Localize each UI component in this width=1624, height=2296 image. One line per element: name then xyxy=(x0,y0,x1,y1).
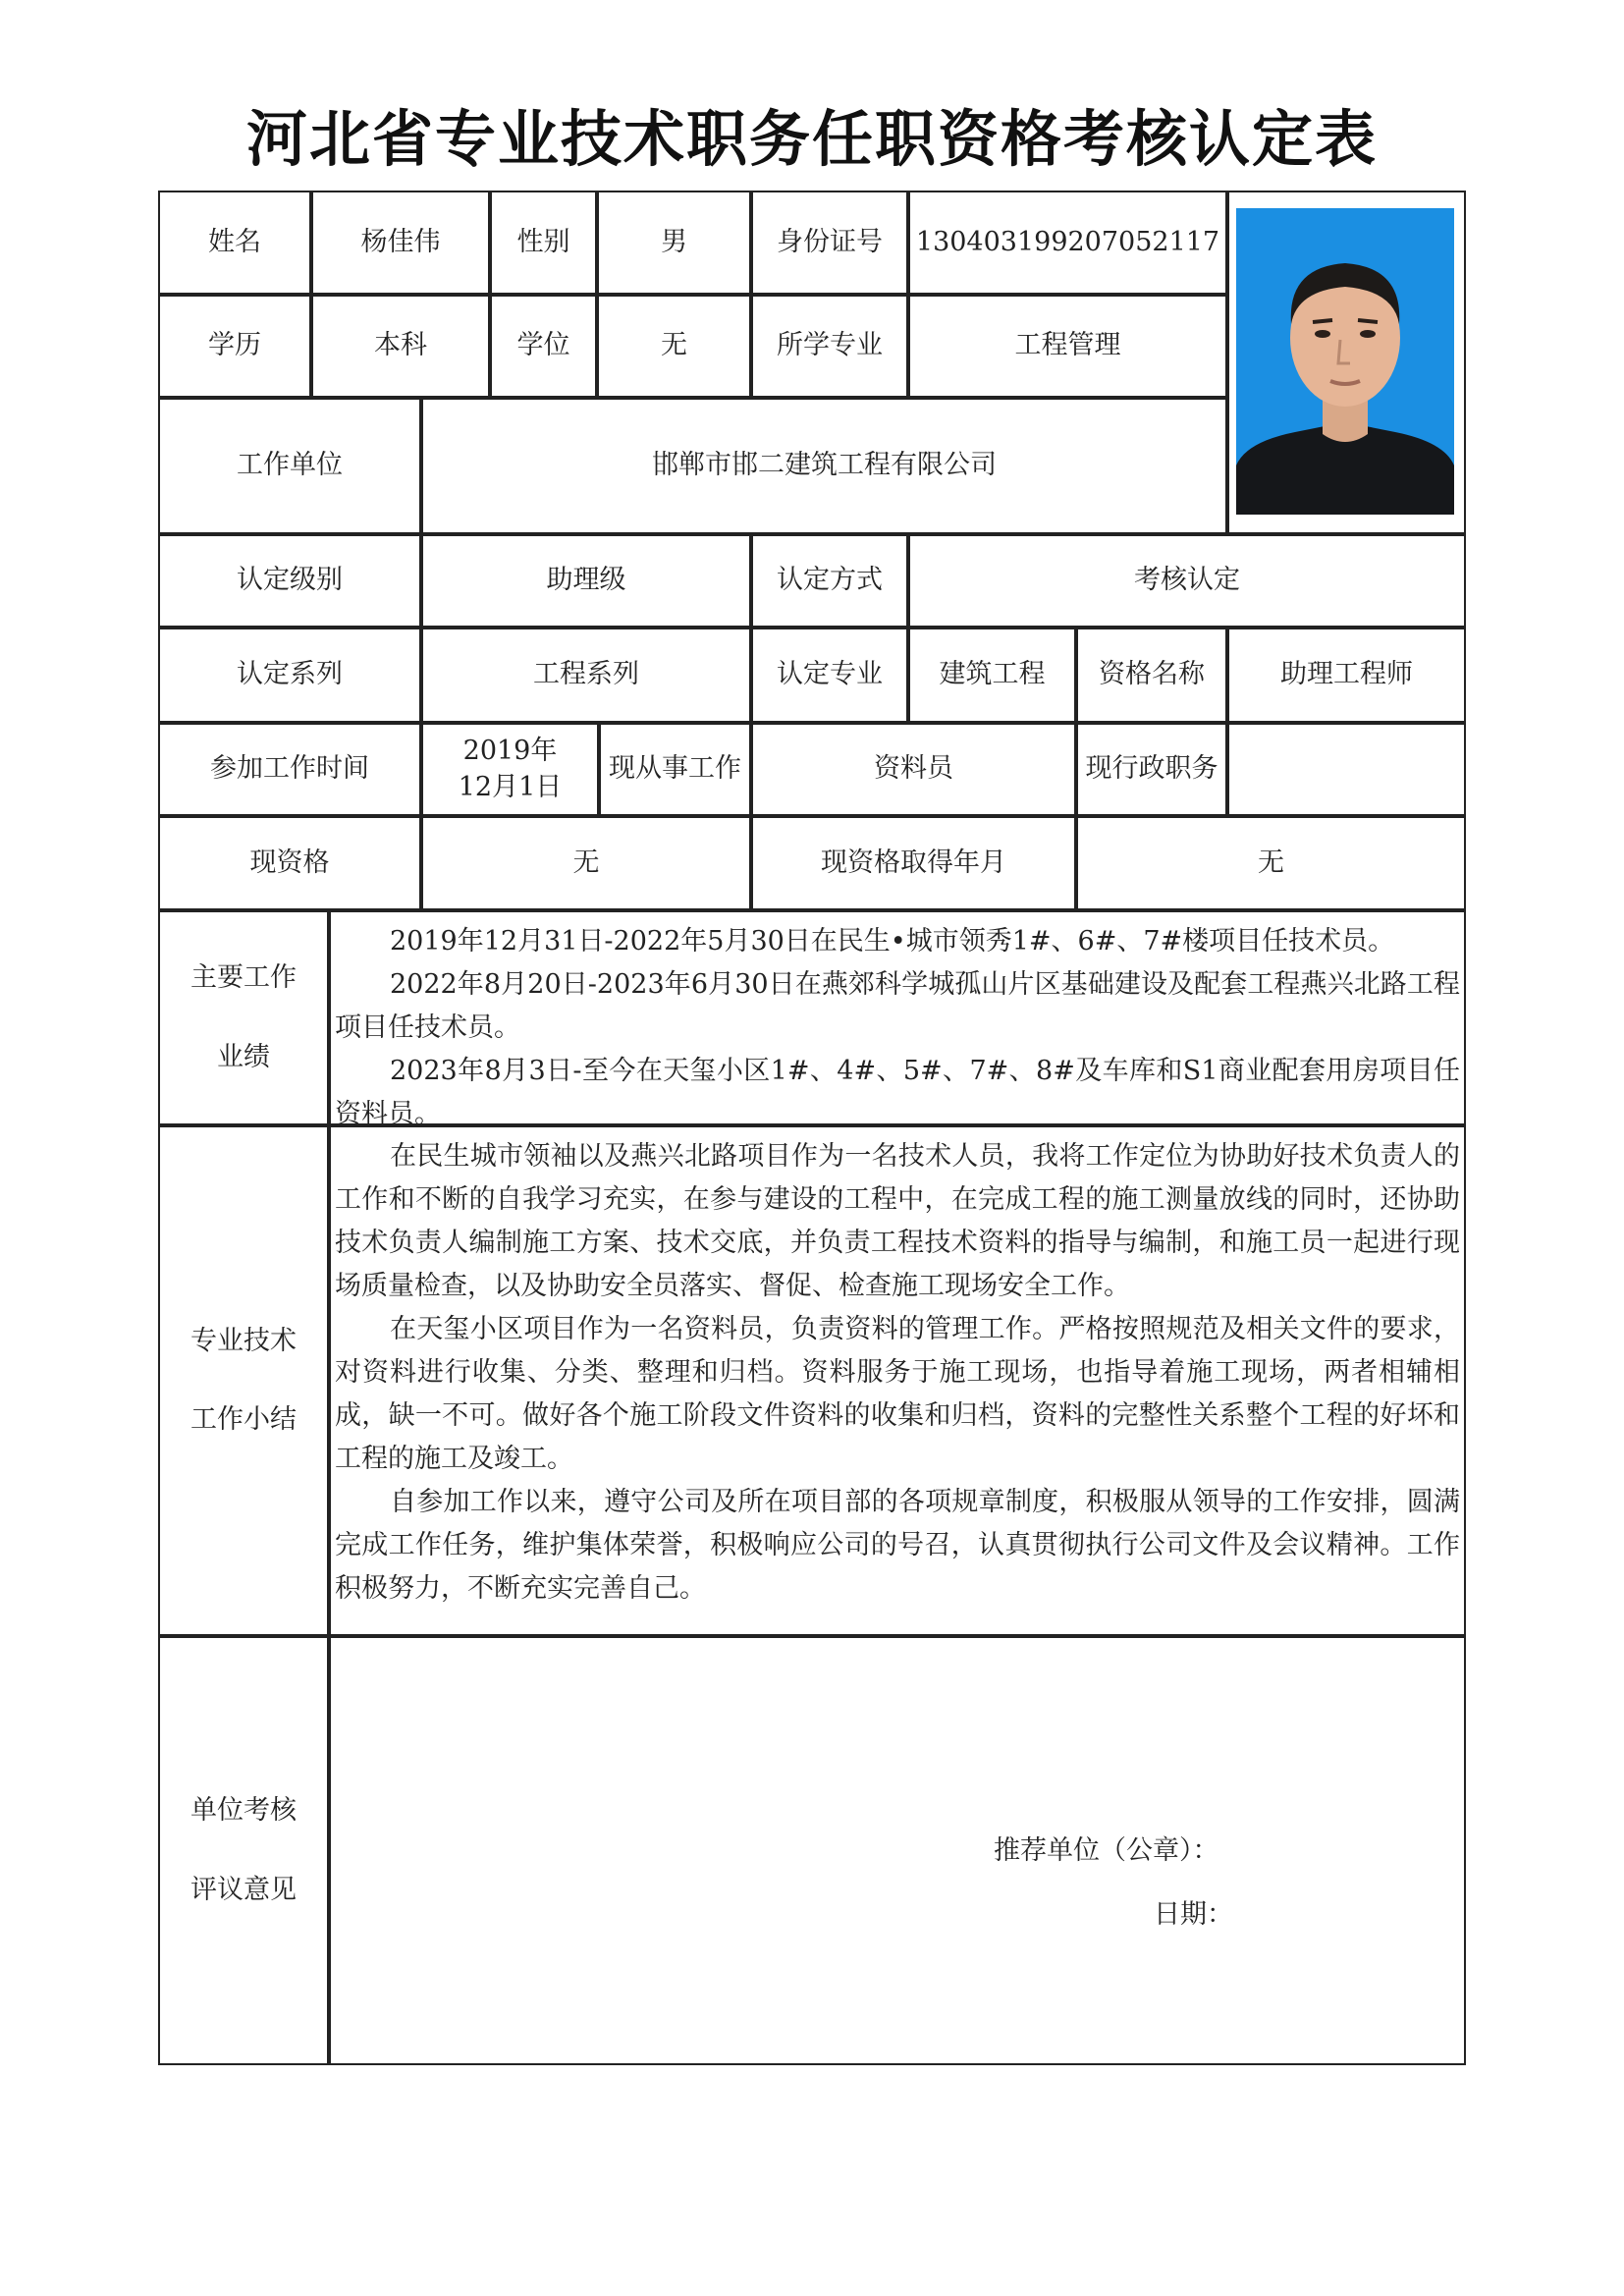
review-label-line-1: 单位考核 xyxy=(190,1795,297,1827)
achievement-item: 2022年8月20日-2023年6月30日在燕郊科学城孤山片区基础建设及配套工程燕兴北路工程项目任技术员。 xyxy=(335,969,1460,1043)
current-work-value: 资料员 xyxy=(751,723,1076,816)
name-value: 杨佳伟 xyxy=(311,191,490,295)
degree-label: 学位 xyxy=(490,295,597,398)
achievement-item: 2019年12月31日-2022年5月30日在民生•城市领秀1#、6#、7#楼项目任技术员。 xyxy=(390,926,1395,957)
work-start-label: 参加工作时间 xyxy=(158,723,421,816)
current-qualification-label: 现资格 xyxy=(158,816,421,910)
form-title: 河北省专业技术职务任职资格考核认定表 xyxy=(245,103,1378,175)
achievements-label-line-1: 主要工作 xyxy=(190,962,297,994)
level-label: 认定级别 xyxy=(158,534,421,628)
achievements-label xyxy=(158,910,329,1125)
admin-post-label: 现行政职务 xyxy=(1076,723,1227,816)
series-label: 认定系列 xyxy=(158,628,421,723)
gender-label: 性别 xyxy=(490,191,597,295)
major-value: 工程管理 xyxy=(908,295,1227,398)
specialty-label: 认定专业 xyxy=(751,628,908,723)
qualification-date-label: 现资格取得年月 xyxy=(751,816,1076,910)
work-start-value: 2019年12月1日 xyxy=(421,723,599,816)
method-label: 认定方式 xyxy=(751,534,908,628)
achievements-label-line-2: 业绩 xyxy=(217,1041,270,1072)
review-label xyxy=(158,1636,329,2065)
review-date-label: 日期： xyxy=(1154,1899,1233,1930)
review-label-line-2: 评议意见 xyxy=(190,1874,297,1905)
method-value: 考核认定 xyxy=(908,534,1466,628)
portrait-photo xyxy=(1236,208,1454,515)
qualification-name-label: 资格名称 xyxy=(1076,628,1227,723)
summary-label-line-1: 专业技术 xyxy=(190,1325,297,1356)
series-value: 工程系列 xyxy=(421,628,751,723)
id-number-value: 130403199207052117 xyxy=(908,191,1227,295)
achievement-item: 2023年8月3日-至今在天玺小区1#、4#、5#、7#、8#及车库和S1商业配套用房项目任资料员。 xyxy=(335,1056,1460,1129)
summary-paragraph: 在天玺小区项目作为一名资料员，负责资料的管理工作。严格按照规范及相关文件的要求，对资料进行收集、分类、整理和归档。资料服务于施工现场，也指导着施工现场，两者相辅相成，缺一不可。做好各个施工阶段文件资料的收集和归档，资料的完整性关系整个工程的好坏和工程的施工及竣工。 xyxy=(335,1314,1460,1474)
admin-post-value xyxy=(1227,723,1466,816)
summary-label xyxy=(158,1125,329,1636)
qualification-date-value: 无 xyxy=(1076,816,1466,910)
summary-paragraph: 在民生城市领袖以及燕兴北路项目作为一名技术人员，我将工作定位为协助好技术负责人的工作和不断的自我学习充实，在参与建设的工程中，在完成工程的施工测量放线的同时，还协助技术负责人编制施工方案、技术交底，并负责工程技术资料的指导与编制，和施工员一起进行现场质量检查，以及协助安全员落实、督促、检查施工现场安全工作。 xyxy=(335,1141,1460,1301)
summary-label-line-2: 工作小结 xyxy=(190,1404,297,1435)
specialty-value: 建筑工程 xyxy=(908,628,1076,723)
major-label: 所学专业 xyxy=(751,295,908,398)
education-label: 学历 xyxy=(158,295,311,398)
level-value: 助理级 xyxy=(421,534,751,628)
qualification-name-value: 助理工程师 xyxy=(1227,628,1466,723)
name-label: 姓名 xyxy=(158,191,311,295)
achievements-content xyxy=(329,910,1466,1129)
current-qualification-value: 无 xyxy=(421,816,751,910)
employer-label: 工作单位 xyxy=(158,398,421,534)
gender-value: 男 xyxy=(597,191,751,295)
education-value: 本科 xyxy=(311,295,490,398)
id-number-label: 身份证号 xyxy=(751,191,908,295)
recommender-seal-label: 推荐单位（公章）： xyxy=(994,1835,1219,1866)
employer-value: 邯郸市邯二建筑工程有限公司 xyxy=(421,398,1227,534)
review-content xyxy=(329,1636,1466,2065)
summary-paragraph: 自参加工作以来，遵守公司及所在项目部的各项规章制度，积极服从领导的工作安排，圆满完成工作任务，维护集体荣誉，积极响应公司的号召，认真贯彻执行公司文件及会议精神。工作积极努力，不断充实完善自己。 xyxy=(335,1487,1460,1604)
degree-value: 无 xyxy=(597,295,751,398)
current-work-label: 现从事工作 xyxy=(599,723,751,816)
summary-content xyxy=(329,1125,1466,1636)
